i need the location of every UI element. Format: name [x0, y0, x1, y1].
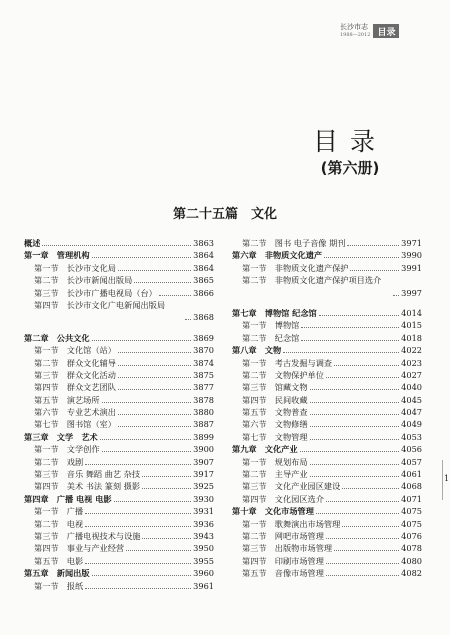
toc-entry-continuation[interactable]: [24, 311, 214, 323]
toc-leader-dots: [100, 431, 191, 440]
toc-entry-label: 第一节 考古发掘与调查: [242, 357, 333, 368]
toc-entry-label: 第七节 文物管理: [242, 431, 308, 442]
toc-page-number: 3971: [401, 238, 422, 248]
toc-section-entry[interactable]: [24, 443, 214, 455]
toc-leader-dots: [118, 406, 191, 415]
section-tag: 目录: [373, 24, 399, 38]
toc-leader-dots: [85, 456, 191, 465]
toc-leader-dots: [118, 381, 191, 390]
toc-leader-dots: [350, 262, 399, 271]
toc-section-entry[interactable]: [24, 394, 214, 406]
toc-entry-label: 第四节 群众文艺团队: [34, 382, 116, 393]
page-subtitle: (第六册): [320, 159, 380, 177]
toc-page-number: 3869: [193, 332, 214, 343]
toc-entry-label: 第一节 文化馆（站）: [34, 345, 116, 356]
toc-leader-dots: [310, 381, 400, 390]
toc-entry-label: 第三节 出版物市场管理: [242, 543, 333, 554]
toc-page-number: 3950: [193, 543, 214, 554]
toc-page-number: 3997: [401, 287, 422, 298]
toc-section-entry[interactable]: [24, 274, 214, 286]
toc-leader-dots: [300, 443, 400, 452]
toc-section-entry[interactable]: [232, 381, 422, 393]
toc-page-number: 3917: [193, 469, 214, 480]
toc-page-number: 4078: [401, 543, 422, 554]
toc-entry-label: 第四节 文化园区选介: [242, 493, 324, 504]
toc-page-number: 4018: [401, 332, 422, 343]
toc-entry-label: 概述: [24, 238, 41, 248]
toc-chapter-entry[interactable]: [232, 249, 422, 261]
toc-leader-dots: [301, 332, 399, 341]
toc-page-number: 4023: [401, 357, 422, 368]
toc-page-number: 3877: [193, 382, 214, 393]
toc-entry-label: 第五节 音像市场管理: [242, 568, 324, 579]
toc-leader-dots: [42, 237, 191, 246]
toc-leader-dots: [85, 580, 191, 589]
toc-entry-label: 第二节 长沙市新闻出版局: [34, 275, 133, 286]
toc-section-entry[interactable]: [24, 505, 214, 517]
toc-leader-dots: [102, 394, 192, 403]
toc-entry-label: 第七章 博物馆 纪念馆: [232, 307, 317, 318]
toc-section-entry[interactable]: [232, 555, 422, 567]
book-years: 1988—2012: [340, 32, 371, 38]
toc-entry-label: 第四章 广播 电视 电影: [24, 493, 112, 504]
toc-entry-label: 第十章 文化市场管理: [232, 506, 314, 517]
toc-section-entry[interactable]: [232, 319, 422, 331]
toc-page-number: 4075: [401, 518, 422, 529]
toc-leader-dots: [310, 456, 400, 465]
toc-entry-label: 第九章 文化产业: [232, 444, 298, 455]
toc-leader-dots: [114, 493, 192, 502]
toc-leader-dots: [159, 287, 191, 296]
toc-section-entry[interactable]: [232, 542, 422, 554]
toc-leader-dots: [342, 480, 399, 489]
toc-page-number: 4053: [401, 431, 422, 442]
toc-page-number: 3874: [193, 357, 214, 368]
toc-section-entry[interactable]: [232, 332, 422, 344]
toc-section-entry[interactable]: [232, 418, 422, 430]
toc-leader-dots: [126, 542, 191, 551]
toc-leader-dots: [92, 249, 192, 258]
toc-section-entry[interactable]: [232, 262, 422, 274]
toc-page-number: 4056: [401, 444, 422, 455]
toc-leader-dots: [118, 418, 191, 427]
toc-entry-label: 第五节 文物普查: [242, 407, 308, 418]
toc-leader-dots: [92, 567, 192, 576]
toc-page-number: 4057: [401, 456, 422, 467]
toc-leader-dots: [310, 468, 400, 477]
toc-page-number: 4014: [401, 307, 422, 318]
toc-section-entry[interactable]: [24, 542, 214, 554]
toc-entry-label: 第二节 图书 电子音像 期刊: [242, 238, 346, 248]
toc-section-entry[interactable]: [24, 287, 214, 299]
toc-entry-label: 第四节 美术 书法 篆刻 摄影: [34, 481, 141, 492]
toc-page-number: 3865: [193, 275, 214, 286]
toc-entry-label: 第一节 文学创作: [34, 444, 100, 455]
toc-page-number: 4015: [401, 320, 422, 331]
toc-page-number: 3875: [193, 369, 214, 380]
toc-entry-label: 第二章 公共文化: [24, 332, 90, 343]
toc-leader-dots: [334, 357, 399, 366]
toc-page-number: 3990: [401, 250, 422, 261]
toc-entry-label: 第二节 文物保护单位: [242, 369, 324, 380]
toc-leader-dots: [118, 357, 191, 366]
toc-leader-dots: [85, 555, 191, 564]
toc-page-number: 3864: [193, 262, 214, 273]
toc-section-entry[interactable]: [24, 262, 214, 274]
toc-leader-dots: [118, 262, 191, 271]
toc-leader-dots: [310, 418, 400, 427]
toc-leader-dots: [334, 542, 399, 551]
toc-section-entry[interactable]: [232, 530, 422, 542]
toc-section-entry[interactable]: [232, 274, 422, 286]
toc-page-number: 3899: [193, 431, 214, 442]
toc-entry-label: 第四节 印刷市场管理: [242, 555, 324, 566]
toc-page-number: 3936: [193, 518, 214, 529]
toc-entry-label: 第三节 广播电视技术与设施: [34, 530, 141, 541]
toc-section-entry[interactable]: [24, 555, 214, 567]
toc-section-entry[interactable]: [232, 518, 422, 530]
toc-section-entry[interactable]: [24, 518, 214, 530]
part-title: 第二十五篇 文化: [172, 207, 277, 222]
toc-page-number: 3900: [193, 444, 214, 455]
toc-section-entry[interactable]: [232, 431, 422, 443]
toc-entry-label: 第一节 规划布局: [242, 456, 308, 467]
toc-section-entry[interactable]: [232, 567, 422, 579]
toc-section-entry[interactable]: [24, 299, 214, 311]
toc-left-column: [24, 237, 214, 592]
title-block: [290, 126, 410, 178]
toc-entry-label: 第一节 长沙市文化局: [34, 262, 116, 273]
toc-leader-dots: [319, 307, 399, 316]
toc-page-number: 3863: [193, 238, 214, 248]
toc-leader-dots: [142, 530, 191, 539]
toc-entry-label: 第一节 非物质文化遗产保护: [242, 262, 349, 273]
toc-page-number: 4061: [401, 469, 422, 480]
toc-entry-label: 第三节 音乐 舞蹈 曲艺 杂技: [34, 469, 141, 480]
toc-leader-dots: [85, 518, 191, 527]
toc-page-number: 3880: [193, 407, 214, 418]
toc-section-entry[interactable]: [24, 406, 214, 418]
toc-chapter-entry[interactable]: [24, 332, 214, 344]
toc-leader-dots: [316, 505, 399, 514]
toc-section-entry[interactable]: [232, 406, 422, 418]
toc-entry-label: 第一节 歌舞演出市场管理: [242, 518, 341, 529]
toc-leader-dots: [310, 406, 400, 415]
toc-page-number: 4068: [401, 481, 422, 492]
toc-chapter-entry[interactable]: [232, 307, 422, 319]
toc-chapter-entry[interactable]: [24, 567, 214, 579]
toc-page-number: 3866: [193, 287, 214, 298]
toc-section-entry[interactable]: [24, 468, 214, 480]
toc-page-number: 4082: [401, 568, 422, 579]
toc-page-number: 3955: [193, 555, 214, 566]
toc-leader-dots: [301, 319, 399, 328]
toc-leader-dots: [134, 274, 191, 283]
toc-page-number: 3925: [193, 481, 214, 492]
toc-leader-dots: [347, 237, 399, 246]
toc-section-entry[interactable]: [232, 369, 422, 381]
page-number: 1: [444, 474, 450, 483]
toc-page-number: 3868: [193, 312, 214, 323]
book-name: 长沙市志: [340, 23, 368, 31]
toc-leader-dots: [326, 530, 399, 539]
toc-page-number: 4040: [401, 382, 422, 393]
toc-leader-dots: [326, 567, 399, 576]
toc-section-entry[interactable]: [232, 357, 422, 369]
toc-leader-dots: [326, 493, 399, 502]
page-title: 目录: [312, 127, 387, 156]
toc-entry-label: 第一节 广播: [34, 506, 84, 517]
toc-entry-label: 第六节 专业艺术演出: [34, 407, 116, 418]
toc-section-entry[interactable]: [24, 456, 214, 468]
toc-page-number: 3878: [193, 394, 214, 405]
toc-section-entry[interactable]: [232, 394, 422, 406]
toc-page-number: 4076: [401, 530, 422, 541]
toc-section-entry[interactable]: [24, 381, 214, 393]
toc-entry-label: 第六章 非物质文化遗产: [232, 250, 323, 261]
toc-chapter-entry[interactable]: [24, 237, 214, 249]
toc-section-entry[interactable]: [24, 480, 214, 492]
toc-leader-dots: [326, 369, 399, 378]
toc-leader-dots: [142, 480, 191, 489]
toc-leader-dots: [310, 394, 400, 403]
toc-entry-label: 第二节 主导产业: [242, 469, 308, 480]
toc-page-number: 3960: [193, 568, 214, 579]
toc-entry-label: 第四节 民间收藏: [242, 394, 308, 405]
toc-section-entry[interactable]: [24, 357, 214, 369]
toc-entry-label: 第二节 非物质文化遗产保护项目选介: [242, 275, 382, 286]
toc-page-number: 3943: [193, 530, 214, 541]
toc-entry-label: 第二节 电视: [34, 518, 84, 529]
toc-page-number: 3931: [193, 506, 214, 517]
toc-leader-dots: [326, 555, 399, 564]
toc-entry-label: 第三节 文化产业园区建设: [242, 481, 341, 492]
toc-leader-dots: [324, 249, 399, 258]
toc-chapter-entry[interactable]: [232, 505, 422, 517]
toc-page-number: 4049: [401, 419, 422, 430]
toc-entry-label: 第一节 博物馆: [242, 320, 300, 331]
toc-chapter-entry[interactable]: [24, 431, 214, 443]
toc-section-entry[interactable]: [24, 530, 214, 542]
toc-page-number: 3864: [193, 250, 214, 261]
toc-entry-label: 第四节 事业与产业经营: [34, 543, 125, 554]
toc-leader-dots: [342, 518, 399, 527]
toc-chapter-entry[interactable]: [232, 344, 422, 356]
toc-entry-label: 第二节 纪念馆: [242, 332, 300, 343]
toc-entry-label: 第一章 管理机构: [24, 250, 90, 261]
toc-section-entry[interactable]: [24, 418, 214, 430]
toc-leader-dots: [118, 369, 191, 378]
toc-section-entry[interactable]: [232, 456, 422, 468]
toc-page-number: 3907: [193, 456, 214, 467]
toc-chapter-entry[interactable]: [24, 249, 214, 261]
toc-chapter-entry[interactable]: [232, 443, 422, 455]
toc-page-number: 3961: [193, 580, 214, 591]
toc-leader-dots: [310, 431, 400, 440]
toc-section-entry[interactable]: [24, 369, 214, 381]
toc-leader-dots: [85, 505, 191, 514]
toc-page-number: 4045: [401, 394, 422, 405]
toc-leader-dots: [142, 468, 191, 477]
toc-entry-label: 第五章 新闻出版: [24, 568, 90, 579]
toc-page-number: 4075: [401, 506, 422, 517]
toc-leader-dots: [393, 287, 399, 296]
toc-entry-label: 第二节 群众文化辅导: [34, 357, 116, 368]
toc-entry-label: 第三章 文学 艺术: [24, 431, 98, 442]
toc-entry-label: 第三节 长沙市广播电视局（台）: [34, 287, 157, 298]
toc-entry-label: 第八章 文物: [232, 345, 282, 356]
toc-entry-label: 第二节 网吧市场管理: [242, 530, 324, 541]
toc-entry-label: 第四节 长沙市文化广电新闻出版局: [34, 299, 166, 310]
toc-entry-label: 第六节 文物修缮: [242, 419, 308, 430]
toc-entry-label: 第一节 报纸: [34, 580, 84, 591]
toc-leader-dots: [92, 332, 192, 341]
toc-section-entry[interactable]: [232, 468, 422, 480]
toc-entry-label: 第五节 演艺场所: [34, 394, 100, 405]
toc-section-entry[interactable]: [232, 480, 422, 492]
toc-entry-label: 第五节 电影: [34, 555, 84, 566]
toc-page-number: 4080: [401, 555, 422, 566]
toc-entry-label: 第二节 戏剧: [34, 456, 84, 467]
toc-leader-dots: [102, 443, 192, 452]
toc-chapter-entry[interactable]: [24, 493, 214, 505]
toc-page-number: 3930: [193, 493, 214, 504]
header-badge: [340, 16, 399, 46]
toc-entry-label: 第三节 群众文化活动: [34, 369, 116, 380]
toc-entry-continuation[interactable]: [232, 287, 422, 299]
toc-entry-label: 第七节 图书馆（室）: [34, 419, 116, 430]
toc-right-column: [232, 237, 422, 580]
toc-section-entry[interactable]: [24, 580, 214, 592]
page-marker-line: [442, 460, 443, 500]
toc-page-number: 4022: [401, 345, 422, 356]
toc-page-number: 3991: [401, 262, 422, 273]
toc-leader-dots: [118, 344, 191, 353]
toc-page-number: 3870: [193, 345, 214, 356]
toc-page-number: 4027: [401, 369, 422, 380]
toc-section-entry[interactable]: [232, 237, 422, 249]
book-title-block: [340, 16, 373, 46]
toc-page-number: 3887: [193, 419, 214, 430]
toc-entry-label: 第三节 馆藏文物: [242, 382, 308, 393]
toc-leader-dots: [185, 311, 191, 320]
toc-section-entry[interactable]: [24, 344, 214, 356]
page-marker: [440, 460, 450, 500]
toc-leader-dots: [283, 344, 399, 353]
toc-section-entry[interactable]: [232, 493, 422, 505]
toc-page-number: 4047: [401, 407, 422, 418]
toc-page-number: 4071: [401, 493, 422, 504]
